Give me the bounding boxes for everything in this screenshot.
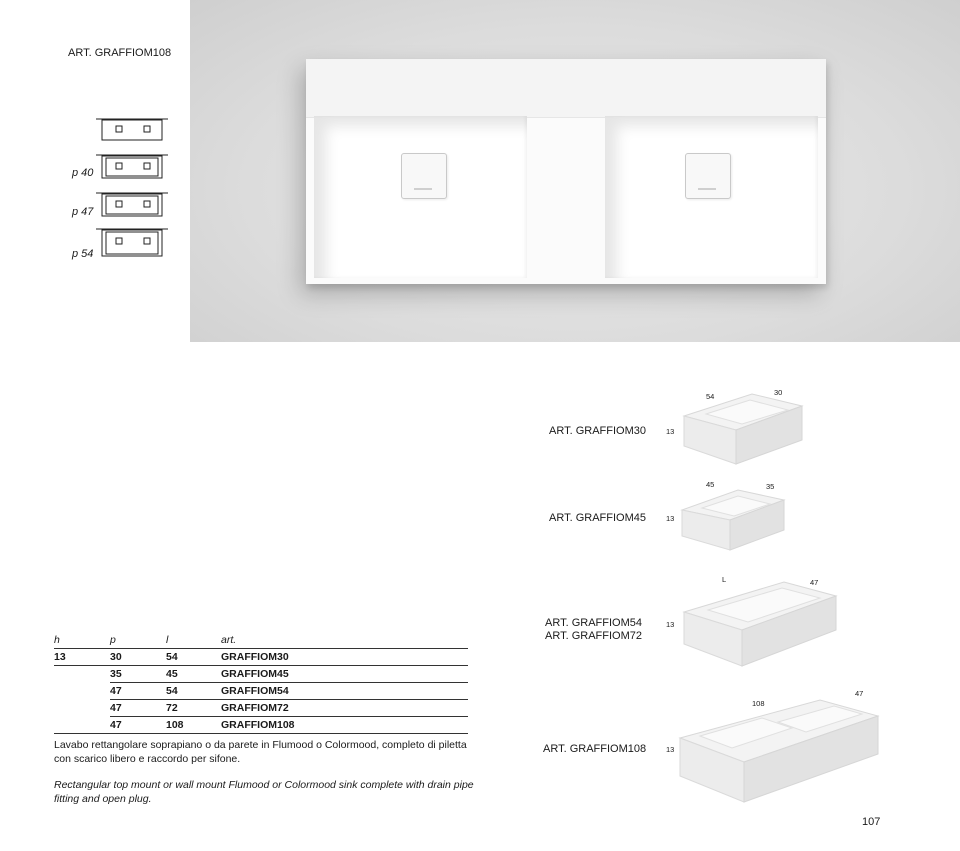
schematic-label-p47: p 47 [72,206,94,218]
sink-image-graffiom45 [678,486,790,556]
sink-image-graffiom30 [678,388,808,470]
variant-article-graffiom45: ART. GRAFFIOM45 [549,512,646,524]
table-header-row [54,632,468,649]
description-english: Rectangular top mount or wall mount Flumood or Colormood sink complete with drain pipe fitting and open plug. [54,779,474,805]
col-header-art: art. [221,632,468,649]
cell-art: GRAFFIOM45 [221,666,468,683]
cell-h [54,683,110,700]
schematic-label-p40: p 40 [72,167,94,179]
cell-l: 54 [166,649,221,666]
table-row [54,683,468,700]
variant-article-graffiom72: ART. GRAFFIOM72 [545,630,642,642]
schematic-top-view [96,119,168,140]
cell-p: 30 [110,649,166,666]
col-header-h: h [54,632,110,649]
cell-p: 47 [110,700,166,717]
variant-width: 108 [752,699,765,708]
variant-article-graffiom54: ART. GRAFFIOM54 [545,617,642,629]
cell-l: 108 [166,717,221,734]
variant-depth: 47 [855,689,864,698]
schematic-p40 [96,155,168,178]
cell-p: 47 [110,717,166,734]
cell-art: GRAFFIOM72 [221,700,468,717]
variant-width: 54 [706,392,715,401]
cell-p: 35 [110,666,166,683]
variant-height: 13 [666,620,675,629]
schematic-label-p54: p 54 [72,248,94,260]
spec-table [54,632,468,734]
cell-l: 45 [166,666,221,683]
schematic-p47 [96,193,168,216]
schematic-p54 [96,229,168,256]
table-row [54,717,468,734]
cell-h [54,666,110,683]
variant-height: 13 [666,745,675,754]
cell-h: 13 [54,649,110,666]
cell-art: GRAFFIOM30 [221,649,468,666]
variant-depth: 35 [766,482,775,491]
sink-image-graffiom54-72 [678,578,842,672]
variant-depth: 30 [774,388,783,397]
cell-p: 47 [110,683,166,700]
cell-art: GRAFFIOM108 [221,717,468,734]
variant-depth: 47 [810,578,819,587]
cell-h [54,700,110,717]
col-header-l: l [166,632,221,649]
table-row [54,700,468,717]
variant-height: 13 [666,514,675,523]
sink-back-shelf [306,59,826,118]
variant-width: 45 [706,480,715,489]
table-row [54,666,468,683]
table-row [54,649,468,666]
variant-width: L [722,575,727,584]
sink-image-graffiom108 [674,696,884,808]
cell-l: 54 [166,683,221,700]
variant-article-graffiom30: ART. GRAFFIOM30 [549,425,646,437]
col-header-p: p [110,632,166,649]
drain-plug-icon [401,153,447,199]
page-number: 107 [862,816,881,828]
description-italian: Lavabo rettangolare soprapiano o da parete in Flumood o Colormood, completo di piletta con scarico libero e raccordo per sifone. [54,739,467,765]
cell-h [54,717,110,734]
cell-l: 72 [166,700,221,717]
cell-art: GRAFFIOM54 [221,683,468,700]
variant-height: 13 [666,427,675,436]
sink-schematics [96,112,176,262]
drain-plug-icon [685,153,731,199]
main-article-title: ART. GRAFFIOM108 [68,47,172,59]
variant-article-graffiom108: ART. GRAFFIOM108 [543,743,647,755]
